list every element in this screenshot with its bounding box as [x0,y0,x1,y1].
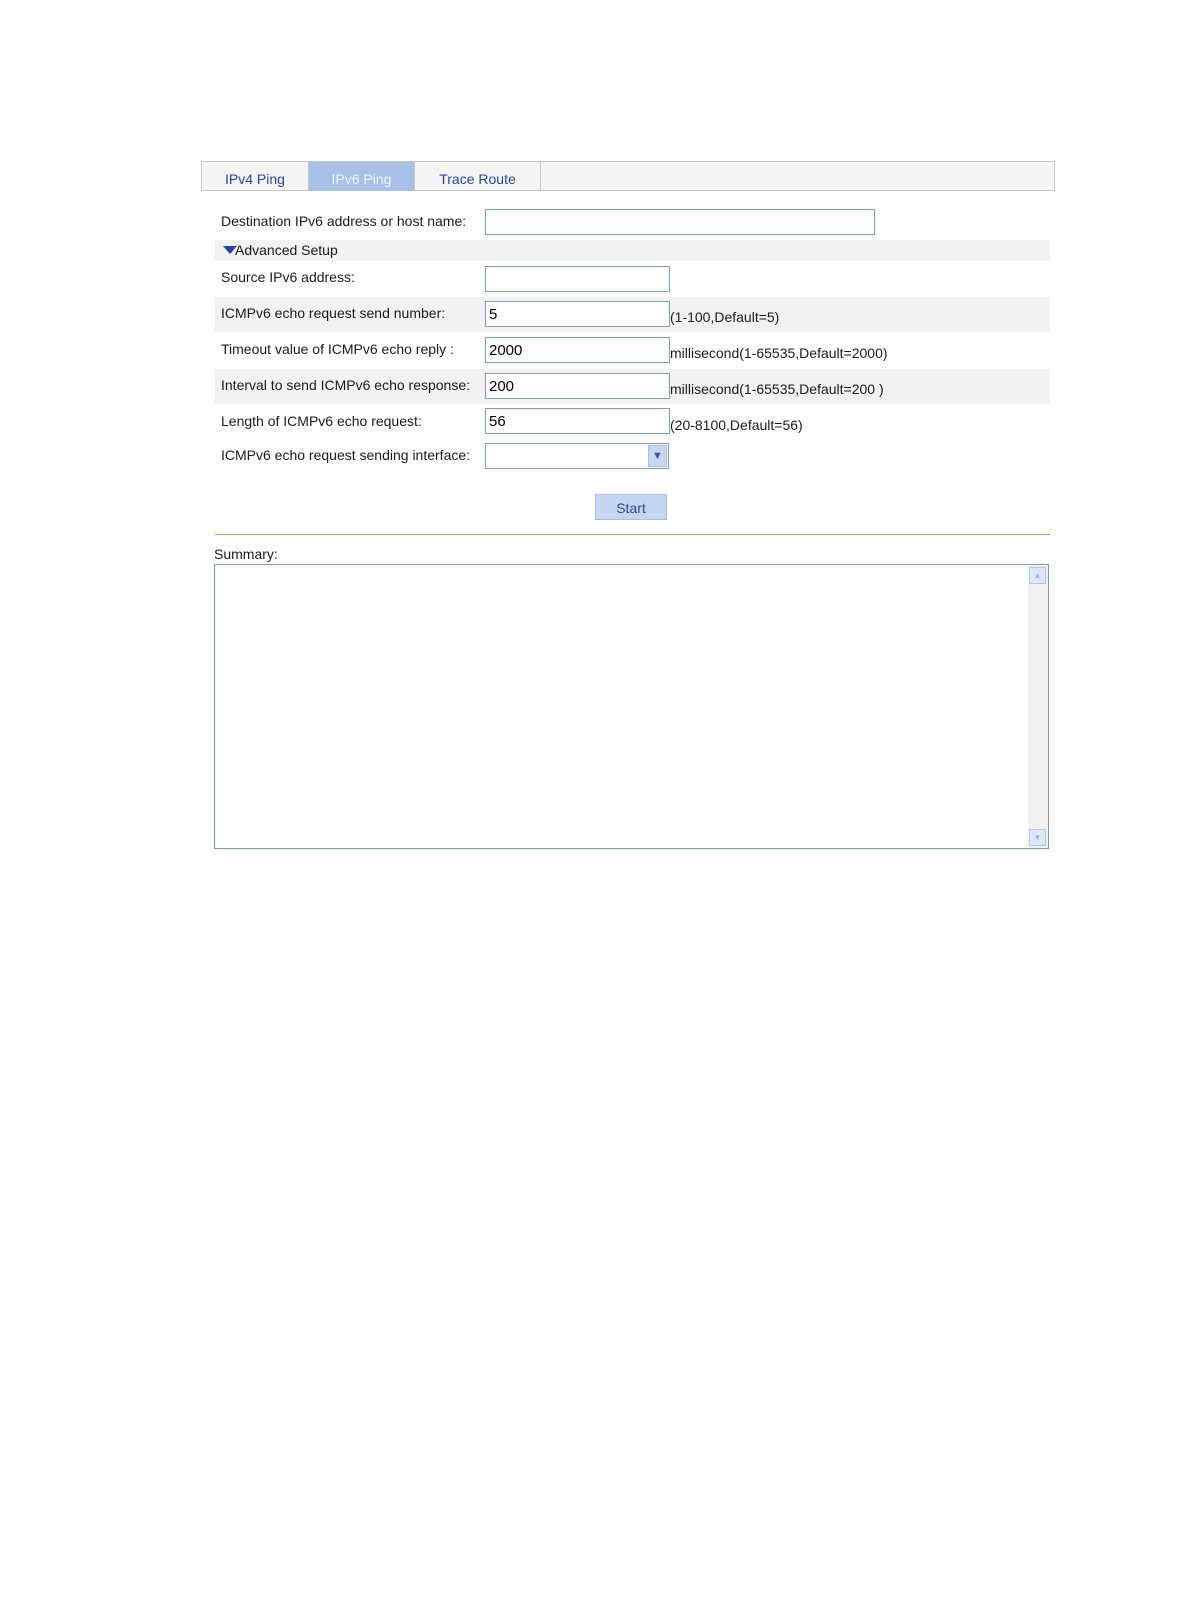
timeout-input[interactable] [485,337,670,363]
start-button[interactable]: Start [595,494,667,520]
scroll-up-icon[interactable]: ▲ [1029,567,1046,584]
source-label: Source IPv6 address: [221,269,355,285]
interval-label: Interval to send ICMPv6 echo response: [221,377,471,393]
interface-label: ICMPv6 echo request sending interface: [221,447,471,463]
send-number-hint: (1-100,Default=5) [670,309,780,325]
length-hint: (20-8100,Default=56) [670,417,803,433]
interval-hint: millisecond(1-65535,Default=200 ) [670,381,884,397]
timeout-hint: millisecond(1-65535,Default=2000) [670,345,888,361]
divider [215,534,1050,535]
interval-input[interactable] [485,373,670,399]
summary-scrollbar[interactable] [1028,565,1048,848]
send-number-label: ICMPv6 echo request send number: [221,305,446,321]
advanced-setup-toggle[interactable] [215,240,1050,261]
scroll-down-icon[interactable]: ▼ [1029,829,1046,846]
interface-select[interactable] [485,443,669,469]
tab-bar [201,161,1055,191]
length-input[interactable] [485,408,670,434]
destination-label: Destination IPv6 address or host name: [221,213,467,229]
tab-trace-route[interactable]: Trace Route [415,162,541,191]
tab-ipv6-ping[interactable]: IPv6 Ping [309,162,415,191]
timeout-label: Timeout value of ICMPv6 echo reply : [221,341,454,357]
advanced-setup-label: Advanced Setup [235,242,338,258]
length-label: Length of ICMPv6 echo request: [221,413,422,429]
summary-textarea[interactable] [214,564,1049,849]
tab-ipv4-ping[interactable]: IPv4 Ping [202,162,309,191]
destination-input[interactable] [485,209,875,235]
source-input[interactable] [485,266,670,292]
send-number-input[interactable] [485,301,670,327]
summary-label: Summary: [214,546,278,562]
chevron-down-icon[interactable]: ▼ [648,445,667,467]
